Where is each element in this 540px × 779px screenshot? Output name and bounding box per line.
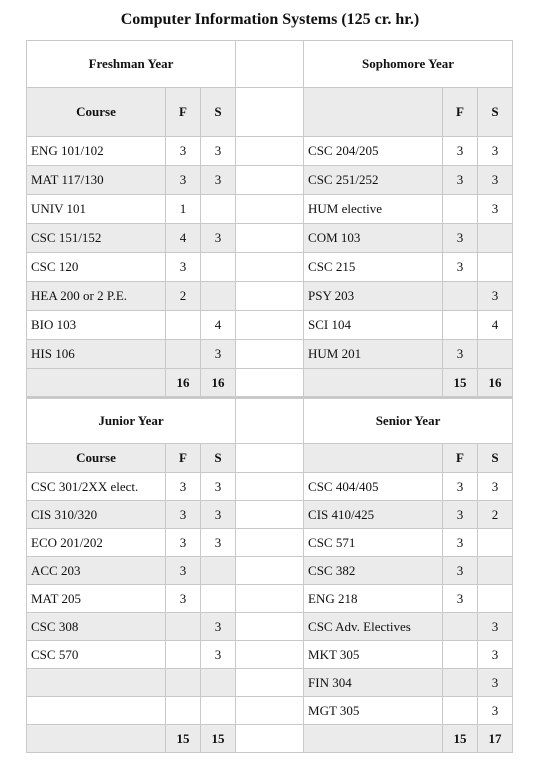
spring-credits [201, 669, 236, 697]
course-name [27, 697, 166, 725]
column-gap [236, 311, 304, 340]
totals-row [27, 725, 513, 753]
totals-label [27, 725, 166, 753]
spring-credits [201, 282, 236, 311]
fall-credits: 3 [166, 529, 201, 557]
course-name: ACC 203 [27, 557, 166, 585]
column-gap [236, 697, 304, 725]
fall-credits: 3 [166, 253, 201, 282]
course-name: MGT 305 [304, 697, 443, 725]
course-row [27, 585, 513, 613]
fall-credits [443, 697, 478, 725]
spring-credits: 3 [478, 669, 513, 697]
year-header-row [27, 41, 513, 88]
spring-credits [478, 224, 513, 253]
column-gap [236, 444, 304, 473]
course-name: CSC 215 [304, 253, 443, 282]
course-name: CIS 310/320 [27, 501, 166, 529]
column-header-row [27, 88, 513, 137]
spring-total: 17 [478, 725, 513, 753]
totals-label [27, 369, 166, 398]
course-name: ENG 101/102 [27, 137, 166, 166]
fall-credits: 3 [166, 473, 201, 501]
fall-credits: 3 [166, 166, 201, 195]
course-name: CIS 410/425 [304, 501, 443, 529]
spring-credits: 4 [201, 311, 236, 340]
spring-credits: 3 [478, 282, 513, 311]
column-gap [236, 473, 304, 501]
spring-credits: 3 [478, 473, 513, 501]
course-name: HEA 200 or 2 P.E. [27, 282, 166, 311]
spring-credits [478, 253, 513, 282]
year-header-row [27, 398, 513, 444]
course-row [27, 340, 513, 369]
course-row [27, 137, 513, 166]
column-gap [236, 641, 304, 669]
column-gap [236, 282, 304, 311]
fall-header: F [166, 444, 201, 473]
course-row [27, 501, 513, 529]
course-row [27, 253, 513, 282]
column-gap [236, 369, 304, 398]
fall-credits: 3 [166, 501, 201, 529]
spring-credits [478, 340, 513, 369]
fall-credits: 1 [166, 195, 201, 224]
fall-total: 15 [166, 725, 201, 753]
fall-credits [166, 697, 201, 725]
course-name: HUM 201 [304, 340, 443, 369]
column-gap [236, 166, 304, 195]
spring-credits: 3 [201, 641, 236, 669]
course-header: Course [27, 444, 166, 473]
fall-credits: 3 [443, 529, 478, 557]
fall-header: F [443, 444, 478, 473]
course-row [27, 557, 513, 585]
course-name [27, 669, 166, 697]
fall-header: F [443, 88, 478, 137]
fall-credits: 3 [443, 340, 478, 369]
course-name: MKT 305 [304, 641, 443, 669]
spring-credits: 3 [201, 166, 236, 195]
year-heading-right: Sophomore Year [304, 41, 513, 88]
column-gap [236, 195, 304, 224]
spring-credits: 3 [201, 224, 236, 253]
spring-credits [478, 585, 513, 613]
course-name: MAT 117/130 [27, 166, 166, 195]
course-row [27, 669, 513, 697]
fall-credits: 3 [166, 137, 201, 166]
spring-credits [478, 529, 513, 557]
spring-header: S [201, 444, 236, 473]
course-name: PSY 203 [304, 282, 443, 311]
course-name: CSC 382 [304, 557, 443, 585]
course-name: CSC 301/2XX elect. [27, 473, 166, 501]
spring-credits: 3 [201, 137, 236, 166]
spring-header: S [201, 88, 236, 137]
fall-credits: 3 [443, 253, 478, 282]
course-name: HUM elective [304, 195, 443, 224]
course-name: CSC 570 [27, 641, 166, 669]
column-gap [236, 613, 304, 641]
spring-total: 15 [201, 725, 236, 753]
fall-credits: 4 [166, 224, 201, 253]
totals-label [304, 369, 443, 398]
course-row [27, 697, 513, 725]
spring-credits: 3 [478, 641, 513, 669]
course-name: COM 103 [304, 224, 443, 253]
fall-credits [166, 641, 201, 669]
course-row [27, 641, 513, 669]
fall-total: 15 [443, 369, 478, 398]
year-heading-left: Junior Year [27, 398, 236, 444]
fall-credits: 3 [443, 166, 478, 195]
course-name: CSC 120 [27, 253, 166, 282]
column-gap [236, 529, 304, 557]
fall-credits [166, 613, 201, 641]
column-gap [236, 41, 304, 88]
column-gap [236, 501, 304, 529]
course-name: FIN 304 [304, 669, 443, 697]
fall-credits: 3 [166, 585, 201, 613]
column-header-row [27, 444, 513, 473]
spring-credits: 3 [201, 529, 236, 557]
spring-credits: 3 [201, 340, 236, 369]
spring-credits [478, 557, 513, 585]
spring-credits: 3 [201, 613, 236, 641]
spring-credits [201, 253, 236, 282]
fall-credits: 2 [166, 282, 201, 311]
course-name: CSC 204/205 [304, 137, 443, 166]
course-row [27, 529, 513, 557]
course-name: MAT 205 [27, 585, 166, 613]
column-gap [236, 88, 304, 137]
course-name: CSC 571 [304, 529, 443, 557]
spring-credits: 3 [478, 166, 513, 195]
course-row [27, 311, 513, 340]
fall-credits: 3 [443, 137, 478, 166]
course-name: CSC 151/152 [27, 224, 166, 253]
column-gap [236, 725, 304, 753]
spring-header: S [478, 88, 513, 137]
year-heading-left: Freshman Year [27, 41, 236, 88]
course-header-empty [304, 88, 443, 137]
totals-label [304, 725, 443, 753]
course-row [27, 613, 513, 641]
course-row [27, 166, 513, 195]
course-name: ENG 218 [304, 585, 443, 613]
fall-credits [443, 669, 478, 697]
fall-credits [166, 669, 201, 697]
course-name: CSC 308 [27, 613, 166, 641]
spring-total: 16 [478, 369, 513, 398]
spring-credits: 3 [201, 473, 236, 501]
column-gap [236, 253, 304, 282]
column-gap [236, 585, 304, 613]
spring-header: S [478, 444, 513, 473]
fall-credits [443, 195, 478, 224]
fall-credits [443, 311, 478, 340]
spring-credits [201, 195, 236, 224]
course-row [27, 195, 513, 224]
spring-credits: 3 [478, 613, 513, 641]
course-row [27, 224, 513, 253]
course-row [27, 282, 513, 311]
spring-credits [201, 585, 236, 613]
column-gap [236, 398, 304, 444]
course-name: SCI 104 [304, 311, 443, 340]
course-plan-table [26, 40, 513, 753]
fall-total: 16 [166, 369, 201, 398]
spring-credits: 3 [201, 501, 236, 529]
column-gap [236, 340, 304, 369]
spring-credits [201, 557, 236, 585]
fall-credits: 3 [443, 585, 478, 613]
course-header-empty [304, 444, 443, 473]
fall-credits [166, 340, 201, 369]
fall-credits: 3 [443, 501, 478, 529]
column-gap [236, 224, 304, 253]
fall-header: F [166, 88, 201, 137]
fall-credits: 3 [443, 224, 478, 253]
column-gap [236, 669, 304, 697]
fall-credits [166, 311, 201, 340]
course-name: CSC 251/252 [304, 166, 443, 195]
spring-credits: 2 [478, 501, 513, 529]
fall-total: 15 [443, 725, 478, 753]
course-header: Course [27, 88, 166, 137]
course-name: CSC Adv. Electives [304, 613, 443, 641]
fall-credits [443, 613, 478, 641]
spring-credits [201, 697, 236, 725]
course-name: BIO 103 [27, 311, 166, 340]
spring-credits: 4 [478, 311, 513, 340]
fall-credits [443, 282, 478, 311]
spring-credits: 3 [478, 195, 513, 224]
year-heading-right: Senior Year [304, 398, 513, 444]
fall-credits: 3 [443, 473, 478, 501]
page-title: Computer Information Systems (125 cr. hr.) [120, 11, 420, 28]
column-gap [236, 137, 304, 166]
fall-credits: 3 [166, 557, 201, 585]
fall-credits [443, 641, 478, 669]
totals-row [27, 369, 513, 398]
course-name: ECO 201/202 [27, 529, 166, 557]
spring-total: 16 [201, 369, 236, 398]
course-name: CSC 404/405 [304, 473, 443, 501]
spring-credits: 3 [478, 137, 513, 166]
course-name: HIS 106 [27, 340, 166, 369]
spring-credits: 3 [478, 697, 513, 725]
column-gap [236, 557, 304, 585]
fall-credits: 3 [443, 557, 478, 585]
course-name: UNIV 101 [27, 195, 166, 224]
course-row [27, 473, 513, 501]
